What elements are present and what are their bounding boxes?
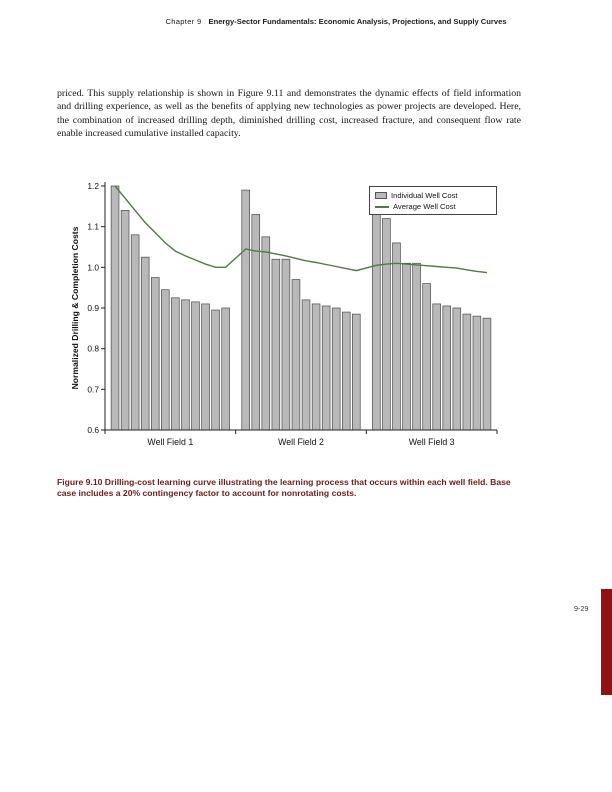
figure-caption xyxy=(57,477,527,499)
legend-item-individual-well-cost xyxy=(375,190,492,201)
chapter-label: Chapter 9 xyxy=(165,17,202,26)
svg-text:0.9: 0.9 xyxy=(87,303,99,313)
chart-y-axis-title: Normalized Drilling & Completion Costs xyxy=(70,226,80,390)
svg-text:1.0: 1.0 xyxy=(87,262,99,273)
chapter-title: Energy-Sector Fundamentals: Economic Analysis, Projections, and Supply Curves xyxy=(208,17,507,26)
line-swatch-icon xyxy=(375,206,389,208)
legend-item-average-well-cost xyxy=(375,201,492,212)
svg-text:Well Field 3: Well Field 3 xyxy=(408,437,455,447)
svg-text:Well Field 1: Well Field 1 xyxy=(147,437,194,447)
figure-caption-label: Figure 9.10 xyxy=(57,477,103,487)
legend-label-average: Average Well Cost xyxy=(393,202,456,211)
body-paragraph: priced. This supply relationship is shown in Figure 9.11 and demonstrates the dynamic effects of field information and drilling experience, as well as the benefits of applying new technologies as power projects are developed. Here, the combination of increased drilling depth, diminished drilling cost, increased fracture, and consequent flow rate enable increased cumulative installed capacity. xyxy=(57,88,521,140)
chapter-edge-tab xyxy=(601,589,612,695)
page-header xyxy=(100,17,572,26)
svg-text:0.6: 0.6 xyxy=(87,425,99,435)
page-number: 9-29 xyxy=(574,604,589,613)
legend-label-individual: Individual Well Cost xyxy=(391,191,458,200)
figure-chart xyxy=(85,180,505,452)
svg-text:0.7: 0.7 xyxy=(87,384,99,395)
chart-legend xyxy=(369,186,497,215)
figure-caption-text: Drilling-cost learning curve illustrating the learning process that occurs within each well field. Base case includes a 20% contingency factor to account for nonrotating costs. xyxy=(57,477,511,499)
svg-text:Well Field 2: Well Field 2 xyxy=(278,437,324,447)
svg-text:0.8: 0.8 xyxy=(87,343,99,354)
svg-text:1.2: 1.2 xyxy=(87,181,99,191)
svg-text:1.1: 1.1 xyxy=(87,221,99,232)
bar-swatch-icon xyxy=(375,192,387,199)
